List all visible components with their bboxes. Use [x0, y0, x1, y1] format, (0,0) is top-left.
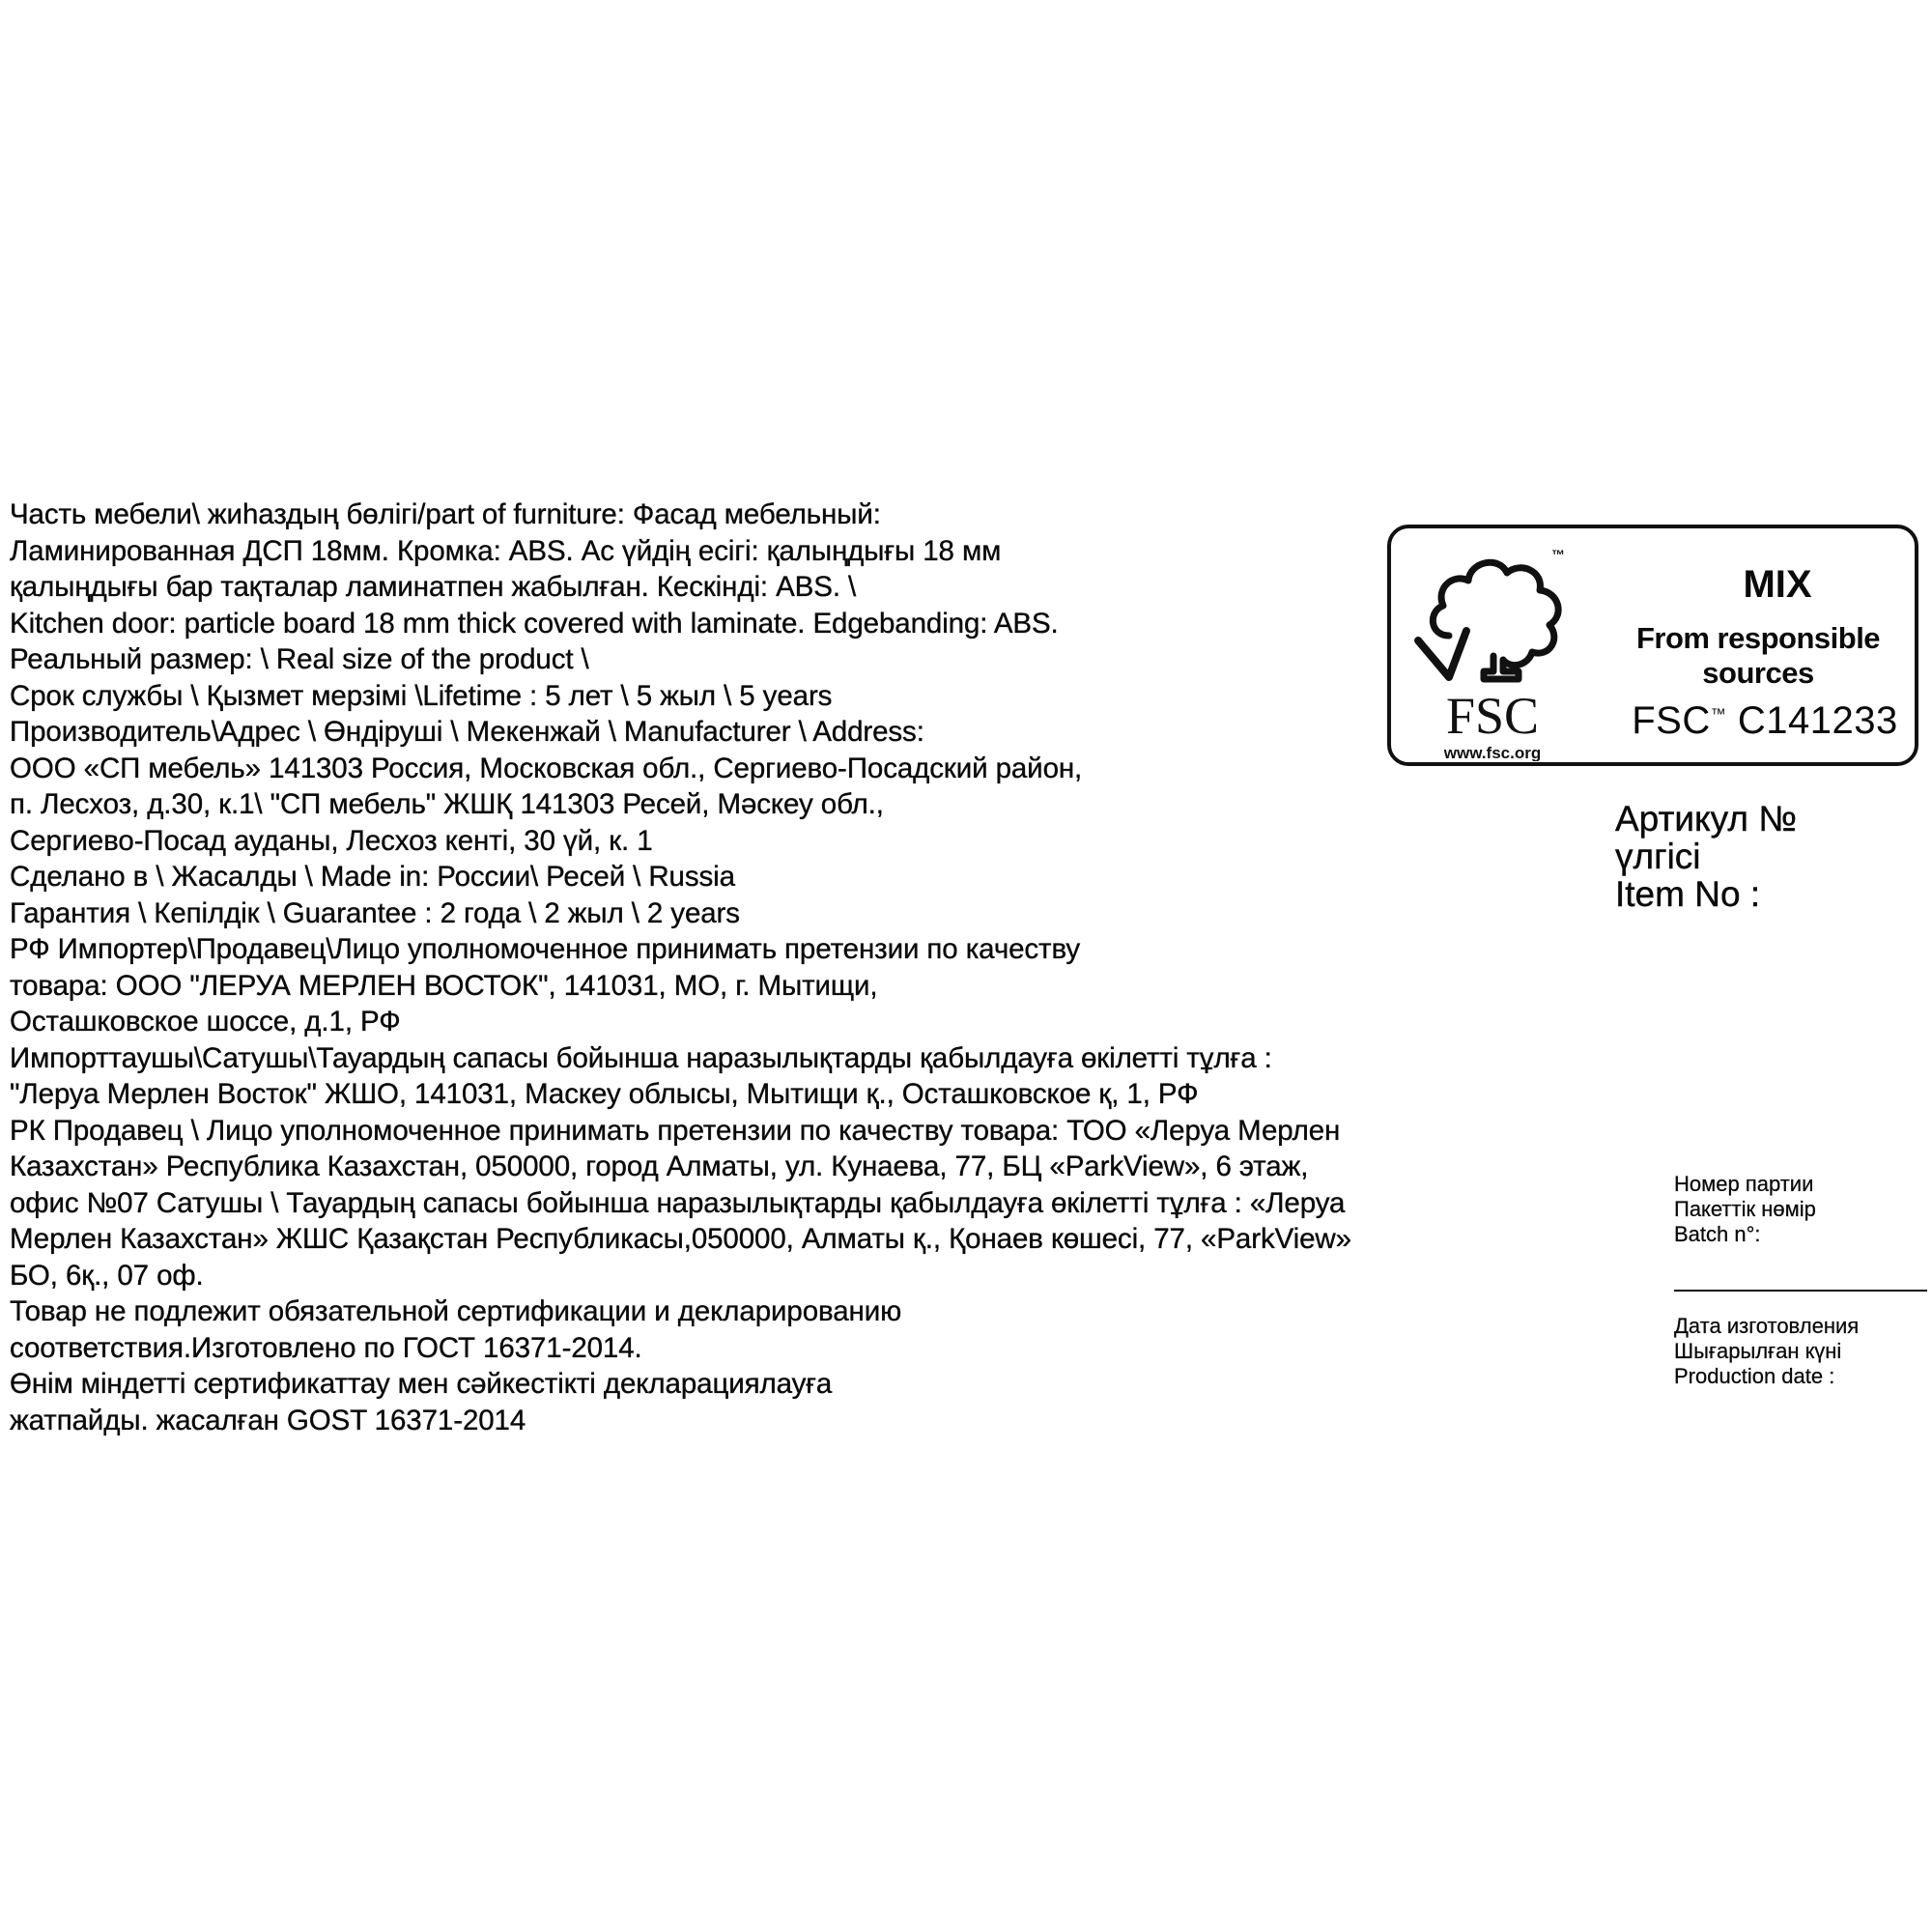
- fsc-code-prefix: FSC: [1632, 699, 1711, 742]
- item-number-line: үлгісі: [1615, 837, 1701, 876]
- label-line: Kitchen door: particle board 18 mm thick covered with laminate. Edgebanding: ABS.: [10, 607, 1059, 639]
- fsc-source-line: From responsible: [1635, 621, 1881, 655]
- label-line: жатпайды. жасалған GOST 16371-2014: [10, 1404, 526, 1436]
- label-line: Сергиево-Посад ауданы, Лесхоз кенті, 30 үй, к. 1: [10, 824, 653, 857]
- fsc-source-line: sources: [1702, 656, 1814, 690]
- label-line: Мерлен Казахстан» ЖШС Қазақстан Республикасы,050000, Алматы қ., Қонаев көшесі, 77, «ParkView»: [10, 1223, 1351, 1255]
- label-line: Гарантия \ Кепілдік \ Guarantee : 2 года \ 2 жыл \ 2 years: [10, 896, 740, 929]
- label-line: РФ Импортер\Продавец\Лицо уполномоченное принимать претензии по качеству: [10, 933, 1081, 965]
- label-line: РК Продавец \ Лицо уполномоченное принимать претензии по качеству товара: ТОО «Леруа Мерлен: [10, 1114, 1341, 1147]
- fsc-mix-label: MIX: [1743, 563, 1812, 606]
- batch-line: Batch n°:: [1674, 1222, 1761, 1246]
- fsc-license-code: [1605, 699, 1924, 743]
- label-line: Казахстан» Республика Казахстан, 050000, город Алматы, ул. Кунаева, 77, БЦ «ParkView», 6 этаж,: [10, 1151, 1309, 1182]
- production-date-label: [1674, 1314, 1859, 1389]
- item-number-line: Item No :: [1615, 874, 1761, 914]
- label-line: Часть мебели\ жиһаздың бөлігі/part of furniture: Фасад мебельный:: [10, 498, 881, 530]
- production-date-line: Production date :: [1674, 1364, 1835, 1388]
- label-line: п. Лесхоз, д.30, к.1\ "СП мебель" ЖШҚ 141303 Ресей, Мәскеу обл.,: [10, 788, 884, 820]
- label-line: Товар не подлежит обязательной сертификации и декларированию: [10, 1295, 902, 1327]
- fsc-source-text: [1599, 621, 1918, 691]
- label-line: қалыңдығы бар тақталар ламинатпен жабылған. Кескінді: ABS. \: [10, 571, 857, 603]
- label-line: Реальный размер: \ Real size of the product \: [10, 643, 589, 675]
- label-line: "Леруа Мерлен Восток" ЖШО, 141031, Маскеу облысы, Мытищи қ., Осташковское қ, 1, РФ: [10, 1078, 1199, 1110]
- label-line: Осташковское шоссе, д.1, РФ: [10, 1006, 401, 1037]
- item-number-label: [1615, 800, 1797, 913]
- batch-line: Пакеттік нөмір: [1674, 1197, 1816, 1221]
- fsc-tree-checkmark-logo-icon: [1410, 544, 1575, 761]
- label-line: Импорттаушы\Сатушы\Тауардың сапасы бойынша наразылықтарды қабылдауға өкілетті тұлға :: [10, 1041, 1272, 1074]
- label-line: Өнім міндетті сертификаттау мен сәйкестікті декларациялауға: [10, 1368, 833, 1400]
- batch-line: Номер партии: [1674, 1172, 1814, 1196]
- label-line: офис №07 Сатушы \ Тауардың сапасы бойынша наразылықтарды қабылдауға өкілетті тұлға : «Леруа: [10, 1186, 1346, 1219]
- batch-number-label: [1674, 1172, 1816, 1247]
- production-date-line: Дата изготовления: [1674, 1314, 1860, 1338]
- label-line: соответствия.Изготовлено по ГОСТ 16371-2014.: [10, 1331, 642, 1364]
- label-line: Сделано в \ Жасалды \ Made in: России\ Ресей \ Russia: [10, 861, 735, 893]
- fsc-certification-box: [1387, 525, 1918, 766]
- label-line: Срок службы \ Қызмет мерзімі \Lifetime : 5 лет \ 5 жыл \ 5 years: [10, 679, 833, 712]
- label-line: ООО «СП мебель» 141303 Россия, Московская обл., Сергиево-Посадский район,: [10, 752, 1083, 784]
- label-line: товара: ООО "ЛЕРУА МЕРЛЕН ВОСТОК", 141031, МО, г. Мытищи,: [10, 969, 878, 1002]
- label-line: Ламинированная ДСП 18мм. Кромка: ABS. Ас үйдің есігі: қалыңдығы 18 мм: [10, 534, 1002, 567]
- label-line: БО, 6қ., 07 оф.: [10, 1259, 204, 1292]
- fsc-brand-text: FSC: [1445, 687, 1540, 745]
- fsc-code-trademark: ™: [1710, 706, 1727, 724]
- fsc-trademark: ™: [1551, 547, 1565, 562]
- item-number-line: Артикул №: [1615, 799, 1797, 838]
- production-date-line: Шығарылған күні: [1674, 1339, 1842, 1363]
- label-line: Производитель\Адрес \ Өндіруші \ Мекенжай \ Manufacturer \ Address:: [10, 716, 924, 748]
- fsc-code-number: C141233: [1737, 699, 1898, 742]
- batch-divider: [1674, 1290, 1927, 1292]
- fsc-url: www.fsc.org: [1443, 744, 1542, 761]
